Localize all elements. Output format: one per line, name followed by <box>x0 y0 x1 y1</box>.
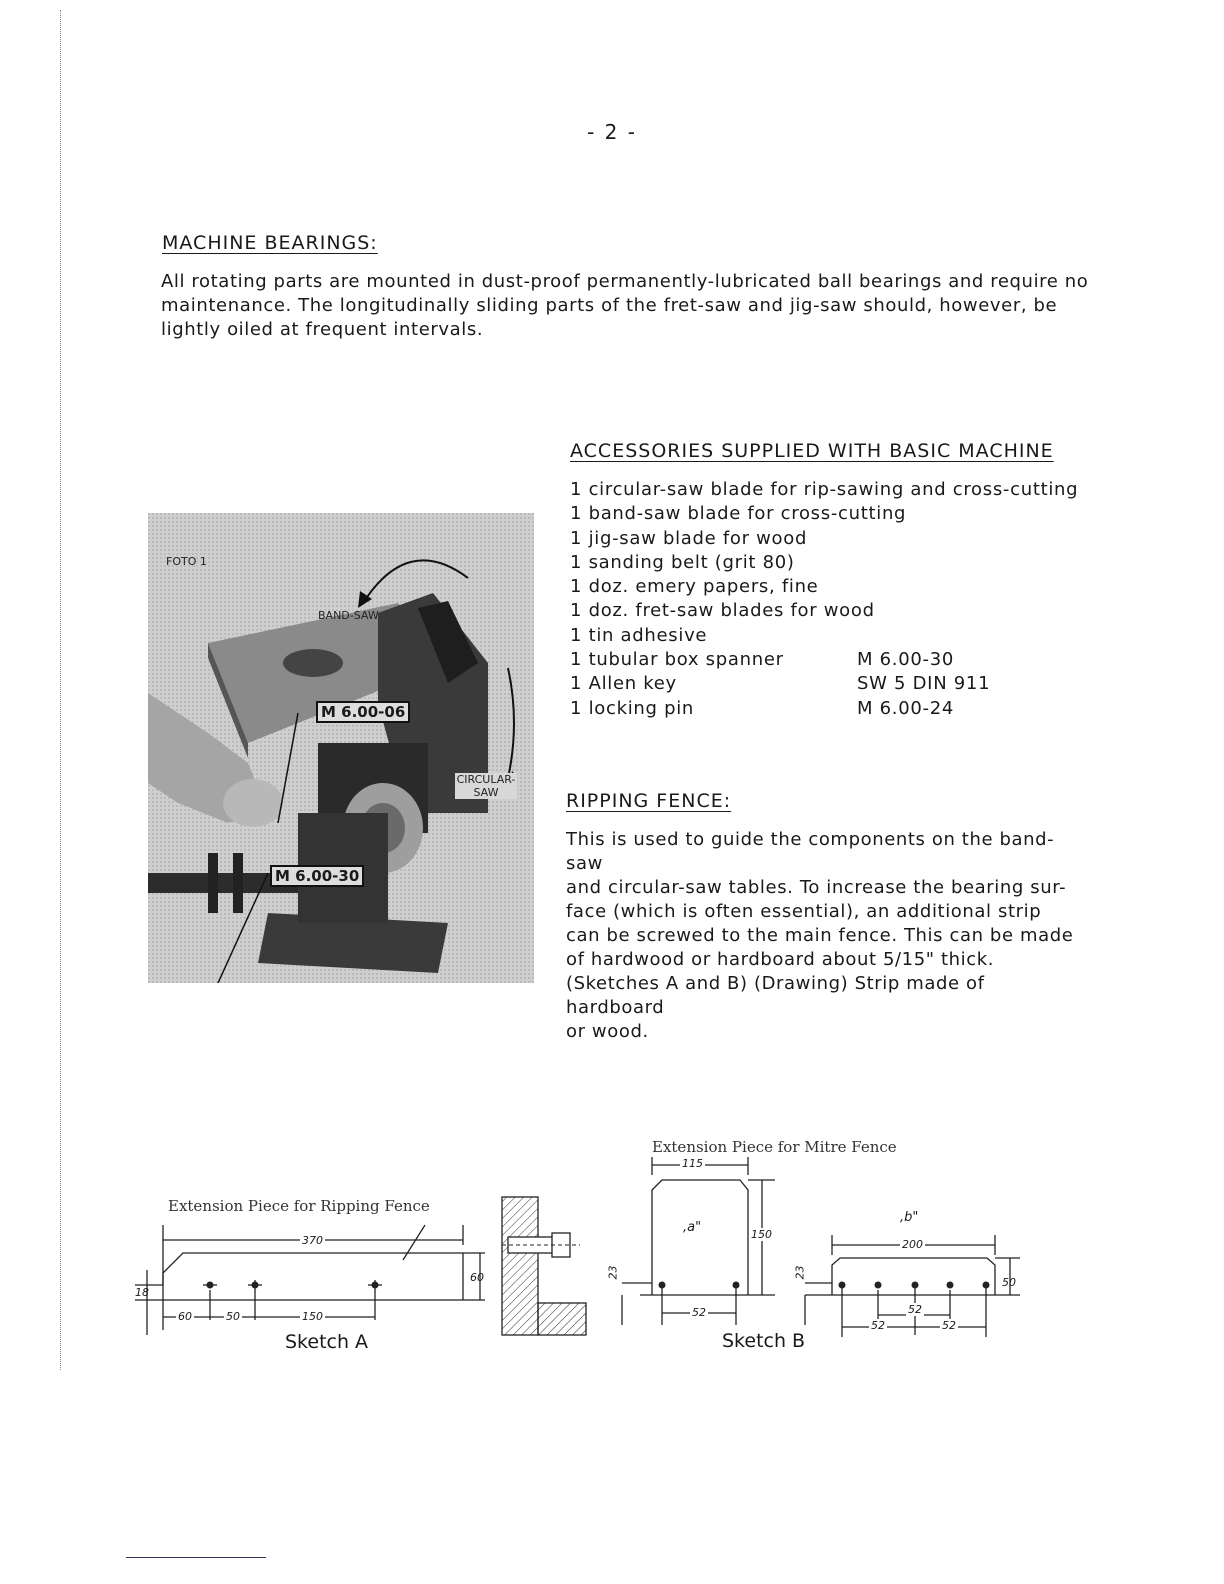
footnote-rule <box>126 1557 266 1558</box>
dim-b-s2: 52 <box>871 1319 885 1332</box>
list-item <box>570 478 1079 502</box>
item-text: 1 doz. fret-saw blades for wood <box>570 600 875 622</box>
list-item <box>570 648 990 672</box>
dim-b-hole: 23 <box>793 1265 807 1280</box>
bearings-line: lightly oiled at frequent intervals. <box>161 319 484 340</box>
bearings-line: All rotating parts are mounted in dust-proof permanently-lubricated ball bearings and require no <box>161 271 1089 292</box>
circular-saw-label-line: CIRCULAR- <box>456 773 516 786</box>
dim-a-width: 115 <box>682 1157 703 1170</box>
photo-label: FOTO 1 <box>166 555 207 568</box>
fence-line: This is used to guide the components on the band-saw <box>566 829 1055 874</box>
list-item <box>570 697 990 721</box>
item-text: 1 jig-saw blade for wood <box>570 527 808 549</box>
left-margin-mark <box>60 10 61 1370</box>
dim-d1: 60 <box>178 1310 192 1323</box>
machine-illustration <box>148 513 534 983</box>
fence-line: face (which is often essential), an additional strip <box>566 901 1042 922</box>
list-item <box>570 527 990 551</box>
item-text: 1 sanding belt (grit 80) <box>570 551 795 573</box>
dim-b-s3: 52 <box>942 1319 956 1332</box>
bearings-paragraph <box>161 270 1161 342</box>
list-item <box>570 551 990 575</box>
item-text: 1 tin adhesive <box>570 624 708 646</box>
fence-line: (Sketches A and B) (Drawing) Strip made of hardboard <box>566 973 985 1018</box>
band-saw-label: BAND-SAW <box>318 609 379 622</box>
circular-saw-label <box>455 773 517 799</box>
dim-b-width: 200 <box>902 1238 923 1251</box>
list-item <box>570 599 990 623</box>
item-text: 1 locking pin <box>570 697 694 719</box>
dim-total: 370 <box>302 1234 323 1247</box>
fence-line: can be screwed to the main fence. This can be made <box>566 925 1074 946</box>
item-code: M 6.00-30 <box>857 649 955 671</box>
sketch-a-label: Sketch A <box>285 1331 369 1353</box>
fence-line: or wood. <box>566 1021 649 1042</box>
sketch-b-drawing <box>600 1155 1040 1345</box>
sketch-b-label: Sketch B <box>722 1330 806 1352</box>
accessories-heading: ACCESSORIES SUPPLIED WITH BASIC MACHINE <box>570 440 1054 462</box>
item-text: 1 doz. emery papers, fine <box>570 576 819 598</box>
circular-saw-label-line: SAW <box>473 786 499 799</box>
fence-line: of hardwood or hardboard about 5/15" thick. <box>566 949 995 970</box>
dim-a-height: 150 <box>751 1228 772 1241</box>
fence-cross-section <box>500 1195 590 1337</box>
piece-a-label: ,a" <box>683 1220 702 1235</box>
machine-photo <box>148 513 534 983</box>
dim-height: 60 <box>470 1271 484 1284</box>
item-text: 1 tubular box spanner <box>570 649 784 671</box>
item-text: 1 Allen key <box>570 673 677 695</box>
part-tag-top: M 6.00-06 <box>316 701 410 723</box>
list-item <box>570 624 990 648</box>
item-text: 1 circular-saw blade for rip-sawing and cross-cutting <box>570 479 1079 500</box>
piece-b-label: ,b" <box>900 1210 919 1225</box>
fence-heading: RIPPING FENCE: <box>566 790 732 812</box>
list-item <box>570 575 990 599</box>
dim-edge: 18 <box>135 1286 149 1299</box>
dim-b-s1: 52 <box>908 1303 922 1316</box>
list-item <box>570 502 990 526</box>
dim-a-hole: 23 <box>606 1265 620 1280</box>
bearings-line: maintenance. The longitudinally sliding parts of the fret-saw and jig-saw should, however, be <box>161 295 1058 316</box>
dim-d3: 150 <box>302 1310 323 1323</box>
accessories-list <box>570 478 1079 721</box>
page-number: - 2 - <box>587 120 637 144</box>
fence-line: and circular-saw tables. To increase the bearing sur- <box>566 877 1067 898</box>
list-item <box>570 672 990 696</box>
bearings-heading: MACHINE BEARINGS: <box>162 232 378 254</box>
dim-d2: 50 <box>226 1310 240 1323</box>
sketch-b-caption: Extension Piece for Mitre Fence <box>652 1138 897 1156</box>
dim-a-spacing: 52 <box>692 1306 706 1319</box>
item-text: 1 band-saw blade for cross-cutting <box>570 503 907 525</box>
part-tag-bottom: M 6.00-30 <box>270 865 364 887</box>
item-code: M 6.00-24 <box>857 697 955 719</box>
sketch-a-caption: Extension Piece for Ripping Fence <box>168 1197 430 1215</box>
item-code: SW 5 DIN 911 <box>857 673 991 695</box>
fence-paragraph <box>566 828 1086 1044</box>
dim-b-height: 50 <box>1002 1276 1016 1289</box>
